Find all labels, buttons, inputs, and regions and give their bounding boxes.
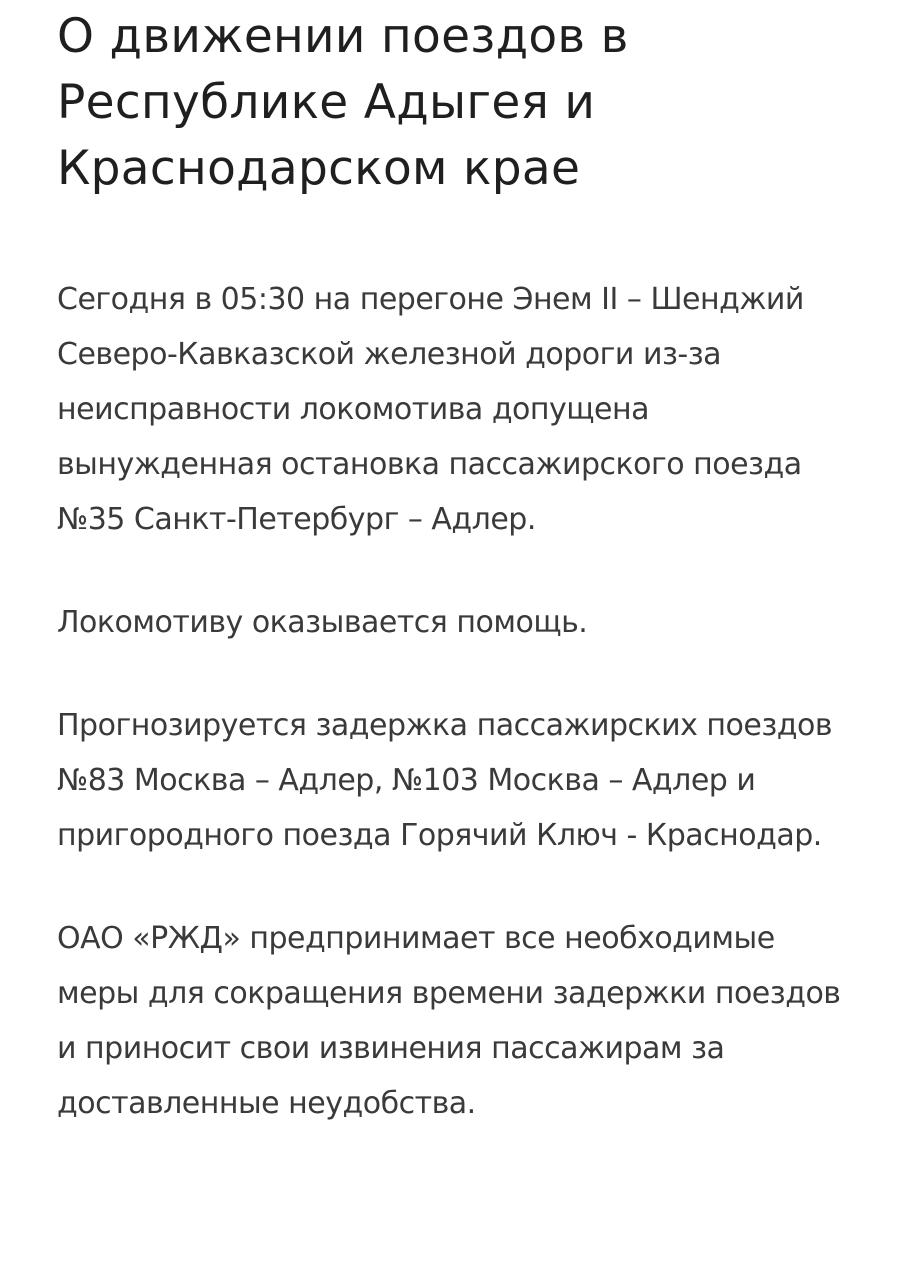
- article-paragraph-delays: Прогнозируется задержка пассажирских поездов №83 Москва – Адлер, №103 Москва – Адлер и пригородного поезда Горячий Ключ - Краснодар.: [57, 708, 833, 853]
- news-article: [57, 0, 857, 1179]
- article-title: О движении поездов в Республике Адыгея и Краснодарском крае: [57, 9, 629, 196]
- article-body: [57, 272, 857, 1131]
- article-paragraph-apology: ОАО «РЖД» предпринимает все необходимые меры для сокращения времени задержки поездов и приносит свои извинения пассажирам за доставленные неудобства.: [57, 921, 841, 1121]
- article-paragraph-incident: Сегодня в 05:30 на перегоне Энем II – Шенджий Северо-Кавказской железной дороги из-за неисправности локомотива допущена вынужденная остановка пассажирского поезда №35 Санкт-Петербург – Адлер.: [57, 282, 804, 537]
- article-paragraph-assistance: Локомотиву оказывается помощь.: [57, 605, 588, 640]
